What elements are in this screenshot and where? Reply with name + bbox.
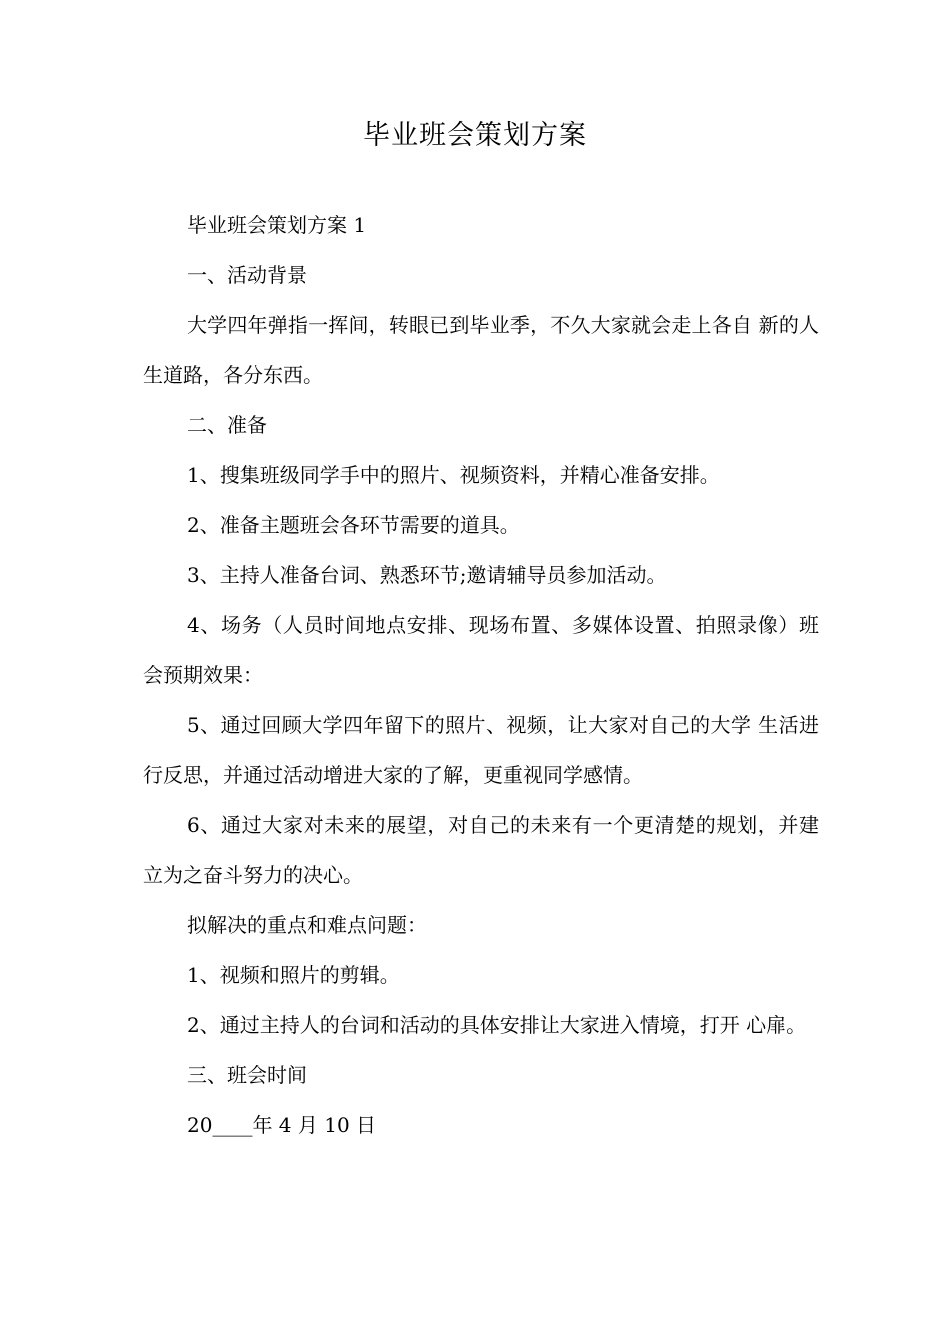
section-heading-plan-1: 毕业班会策划方案 1 bbox=[187, 213, 367, 237]
key-issue-item-1: 1、视频和照片的剪辑。 bbox=[187, 963, 400, 987]
preparation-item-1: 1、搜集班级同学手中的照片、视频资料，并精心准备安排。 bbox=[187, 463, 720, 487]
key-issues-heading: 拟解决的重点和难点问题： bbox=[187, 913, 427, 937]
paragraph-background: 大学四年弹指一挥间，转眼已到毕业季，不久大家就会走上各自 新的人生道路，各分东西。 bbox=[143, 313, 819, 387]
document-title: 毕业班会策划方案 bbox=[363, 120, 587, 151]
section-heading-meeting-time: 三、班会时间 bbox=[187, 1063, 307, 1087]
effect-item-6: 6、通过大家对未来的展望，对自己的未来有一个更清楚的规划，并建立为之奋斗努力的决心。 bbox=[143, 813, 819, 887]
preparation-item-4: 4、场务（人员时间地点安排、现场布置、多媒体设置、拍照录像）班会预期效果： bbox=[143, 613, 819, 687]
preparation-item-3: 3、主持人准备台词、熟悉环节;邀请辅导员参加活动。 bbox=[187, 563, 667, 587]
key-issue-item-2: 2、通过主持人的台词和活动的具体安排让大家进入情境，打开 心扉。 bbox=[187, 1013, 807, 1037]
preparation-item-2: 2、准备主题班会各环节需要的道具。 bbox=[187, 513, 520, 537]
section-heading-background: 一、活动背景 bbox=[187, 263, 307, 287]
meeting-date: 20____年 4 月 10 日 bbox=[187, 1113, 377, 1137]
effect-item-5: 5、通过回顾大学四年留下的照片、视频，让大家对自己的大学 生活进行反思，并通过活动增进大家的了解，更重视同学感情。 bbox=[143, 713, 819, 787]
section-heading-preparation: 二、准备 bbox=[187, 413, 267, 437]
document-body bbox=[143, 200, 819, 1150]
